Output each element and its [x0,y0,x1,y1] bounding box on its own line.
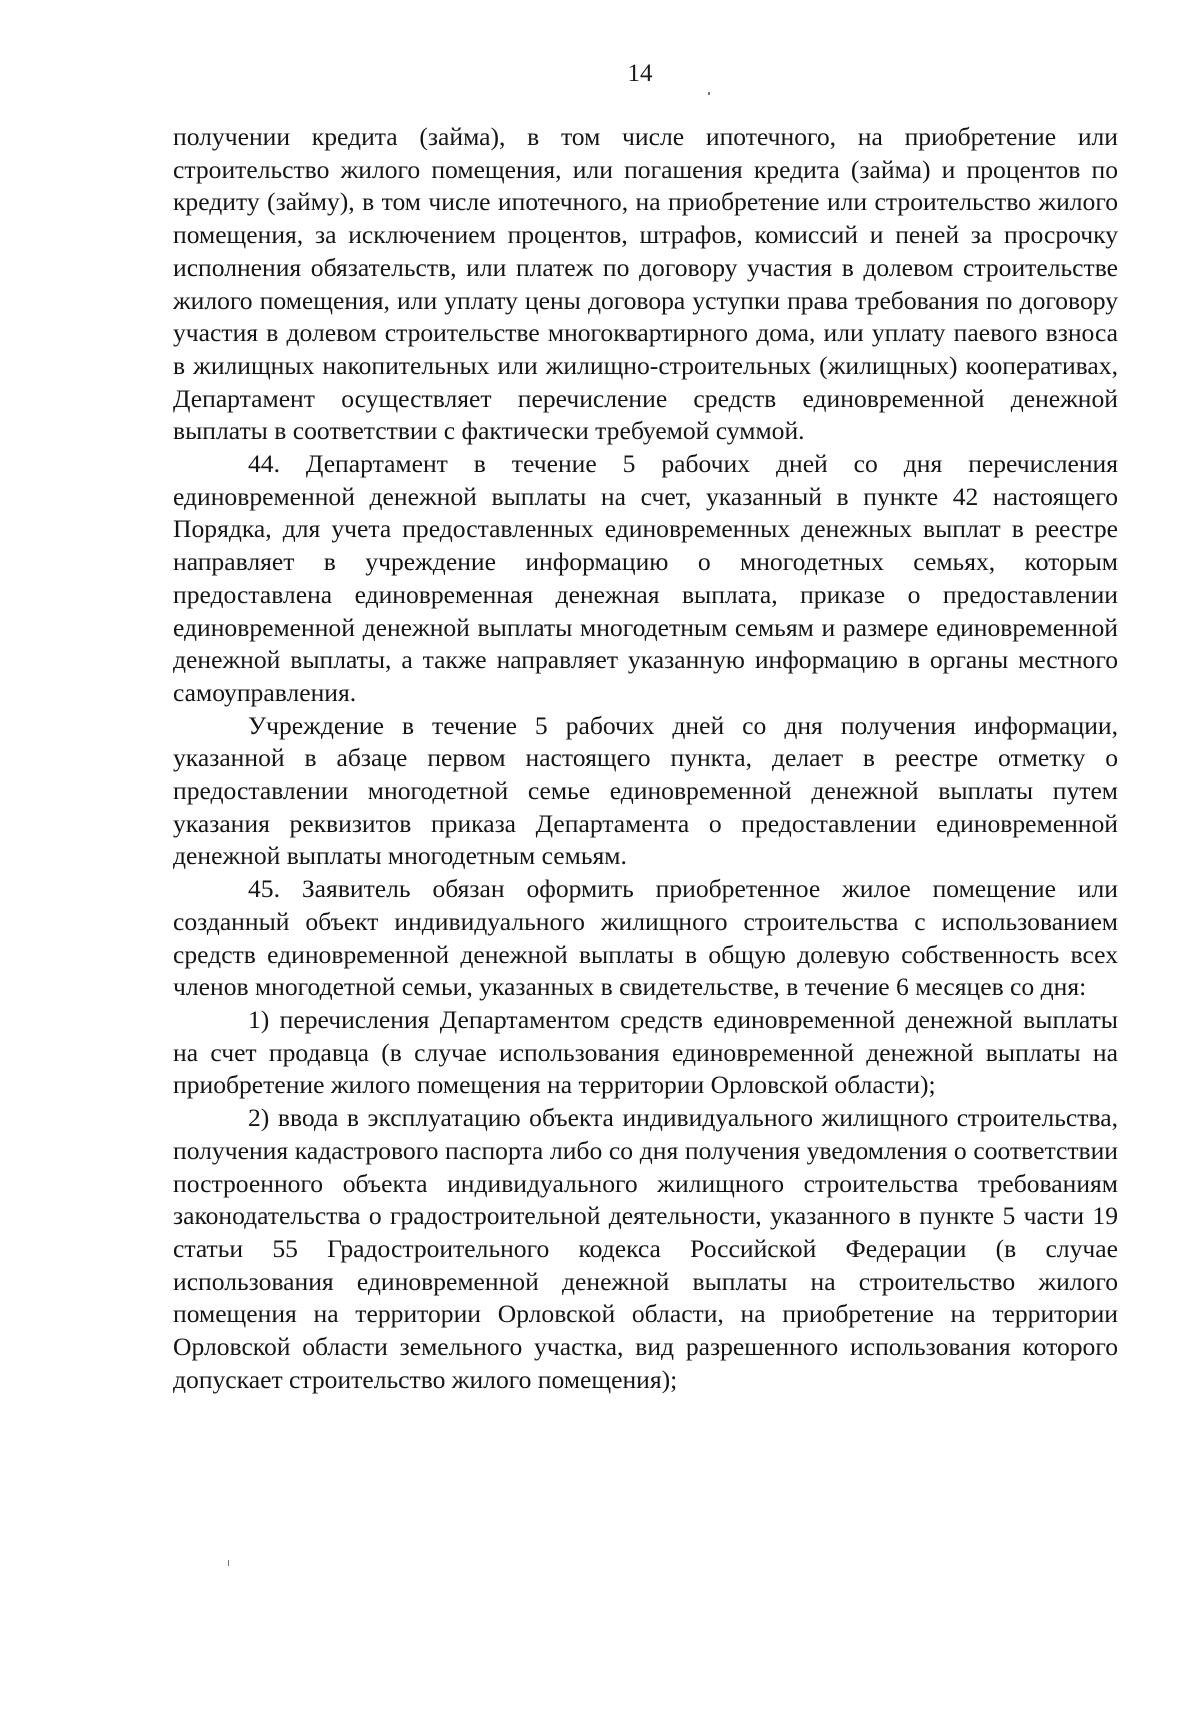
paragraph-item-44: 44. Департамент в течение 5 рабочих дней со дня перечисления единовременной денежной выплаты на счет, указанный в пункте 42 настоящего Порядка, для учета предоставленных единовременных денежных выплат в реестре направляет в учреждение информацию о многодетных семьях, которым предоставлена единовременная денежная выплата, приказе о предоставлении единовременной денежной выплаты многодетным семьям и размере единовременной денежной выплаты, а также направляет указанную информацию в органы местного самоуправления. [173,449,1118,707]
paragraph-continuation: получении кредита (займа), в том числе ипотечного, на приобретение или строительство жилого помещения, или погашения кредита (займа) и процентов по кредиту (займу), в том числе ипотечного, на приобретение или строительство жилого помещения, за исключением процентов, штрафов, комиссий и пеней за просрочку исполнения обязательств, или платеж по договору участия в долевом строительстве жилого помещения, или уплату цены договора уступки права требования по договору участия в долевом строительстве многоквартирного дома, или уплату паевого взноса в жилищных накопительных или жилищно-строительных (жилищных) кооперативах, Департамент осуществляет перечисление средств единовременной денежной выплаты в соответствии с фактически требуемой суммой. [173,122,1118,446]
page-number: 14 [627,60,653,87]
paragraph-subitem-2: 2) ввода в эксплуатацию объекта индивидуального жилищного строительства, получения кадастрового паспорта либо со дня получения уведомления о соответствии построенного объекта индивидуального жилищного строительства требованиям законодательства о градостроительной деятельности, указанного в пункте 5 части 19 статьи 55 Градостроительного кодекса Российской Федерации (в случае использования единовременной денежной выплаты на строительство жилого помещения на территории Орловской области, на приобретение на территории Орловской области земельного участка, вид разрешенного использования которого допускает строительство жилого помещения); [173,1103,1118,1394]
paragraph-institution-note: Учреждение в течение 5 рабочих дней со дня получения информации, указанной в абзаце первом настоящего пункта, делает в реестре отметку о предоставлении многодетной семье единовременной денежной выплаты путем указания реквизитов приказа Департамента о предоставлении единовременной денежной выплаты многодетным семьям. [173,710,1118,871]
paragraph-item-45: 45. Заявитель обязан оформить приобретенное жилое помещение или созданный объект индивидуального жилищного строительства с использованием средств единовременной денежной выплаты в общую долевую собственность всех членов многодетной семьи, указанных в свидетельстве, в течение 6 месяцев со дня: [173,874,1118,1002]
scan-speck [708,92,710,95]
document-body [173,121,1118,1396]
scan-speck [228,1560,229,1566]
paragraph-subitem-1: 1) перечисления Департаментом средств единовременной денежной выплаты на счет продавца (в случае использования единовременной денежной выплаты на приобретение жилого помещения на территории Орловской области); [173,1004,1118,1100]
